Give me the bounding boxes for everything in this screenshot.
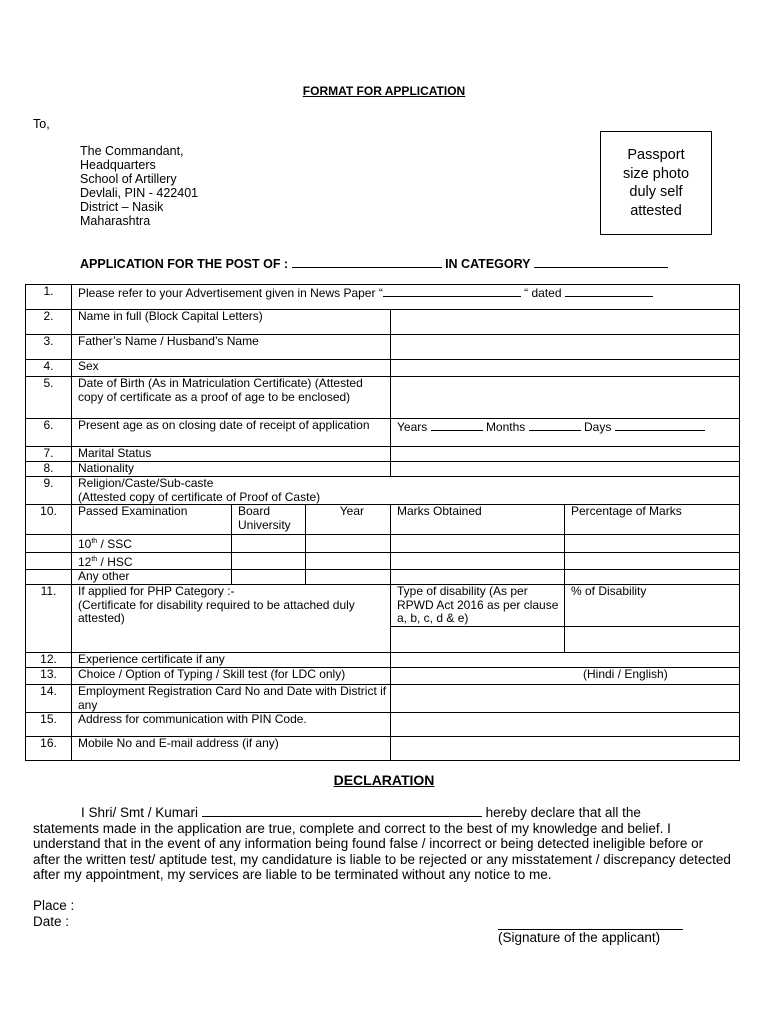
table-row bbox=[26, 477, 740, 505]
php-label: If applied for PHP Category :- bbox=[78, 584, 235, 598]
row-number: 10. bbox=[26, 505, 72, 535]
contact-input-cell[interactable] bbox=[391, 737, 740, 761]
address-line: School of Artillery bbox=[80, 172, 177, 186]
row-number: 12. bbox=[26, 653, 72, 668]
row-label bbox=[78, 477, 384, 504]
table-row bbox=[26, 737, 740, 761]
disability-type-header: Type of disability (As per RPWD Act 2016 as per clause a, b, c, d & e) bbox=[391, 585, 565, 627]
row-number: 11. bbox=[26, 585, 72, 653]
disability-percent-cell[interactable] bbox=[565, 627, 740, 653]
declaration-prefix: I Shri/ Smt / Kumari bbox=[81, 805, 199, 820]
table-row bbox=[26, 552, 740, 570]
address-line: District – Nasik bbox=[80, 200, 164, 214]
photo-box-line: attested bbox=[630, 202, 682, 219]
exam-name: / HSC bbox=[97, 554, 133, 569]
age-input-cell bbox=[391, 419, 740, 447]
exam-label: Any other bbox=[72, 570, 232, 585]
table-row bbox=[26, 685, 740, 713]
row-number: 9. bbox=[26, 477, 72, 505]
page-title: FORMAT FOR APPLICATION bbox=[302, 84, 466, 98]
table-row bbox=[26, 360, 740, 377]
row-label: Father’s Name / Husband’s Name bbox=[72, 335, 391, 360]
row-number: 13. bbox=[26, 668, 72, 685]
board-cell[interactable] bbox=[232, 570, 306, 585]
board-header: Board University bbox=[232, 505, 306, 535]
exam-name: / SSC bbox=[97, 537, 132, 551]
days-blank[interactable] bbox=[615, 419, 705, 431]
caste-label: Religion/Caste/Sub-caste bbox=[78, 476, 214, 490]
table-row bbox=[26, 419, 740, 447]
row-label: Date of Birth (As in Matriculation Certificate) (Attested copy of certificate as a proof of age to be enclosed) bbox=[72, 377, 391, 419]
post-label: APPLICATION FOR THE POST OF : bbox=[80, 257, 289, 271]
row-label: Mobile No and E-mail address (if any) bbox=[72, 737, 391, 761]
row-label bbox=[72, 585, 391, 653]
post-line bbox=[80, 256, 668, 271]
marks-header: Marks Obtained bbox=[391, 505, 565, 535]
row-number: 16. bbox=[26, 737, 72, 761]
exam-number: 10 bbox=[78, 537, 92, 551]
salutation: To, bbox=[33, 117, 50, 131]
address-line: Devlali, PIN - 422401 bbox=[80, 186, 199, 200]
application-table bbox=[25, 284, 740, 761]
row-number: 1. bbox=[26, 285, 72, 310]
disability-type-cell[interactable] bbox=[391, 627, 565, 653]
row-number: 6. bbox=[26, 419, 72, 447]
address-line: Maharashtra bbox=[80, 214, 151, 228]
declaration-first-line bbox=[33, 804, 733, 821]
dated-blank[interactable] bbox=[565, 285, 653, 297]
exam-suffix: th bbox=[91, 538, 98, 545]
marks-cell[interactable] bbox=[391, 570, 565, 585]
caste-sub-label: (Attested copy of certificate of Proof of Caste) bbox=[78, 489, 321, 504]
months-blank[interactable] bbox=[529, 419, 581, 431]
table-row bbox=[26, 653, 740, 668]
table-row bbox=[26, 505, 740, 535]
percent-cell[interactable] bbox=[565, 552, 740, 570]
name-input-cell[interactable] bbox=[391, 310, 740, 335]
marital-input-cell[interactable] bbox=[391, 447, 740, 462]
dob-input-cell[interactable] bbox=[391, 377, 740, 419]
row-label: Nationality bbox=[72, 462, 391, 477]
place-label: Place : bbox=[33, 898, 75, 913]
row-label: Choice / Option of Typing / Skill test (for LDC only) bbox=[72, 668, 391, 685]
row-label: Sex bbox=[72, 360, 391, 377]
category-label: IN CATEGORY bbox=[445, 257, 531, 271]
post-blank[interactable] bbox=[292, 256, 442, 268]
marks-cell[interactable] bbox=[391, 535, 565, 553]
applicant-name-blank[interactable] bbox=[202, 804, 482, 817]
table-row bbox=[26, 447, 740, 462]
row-number: 7. bbox=[26, 447, 72, 462]
address-line: The Commandant, bbox=[80, 144, 184, 158]
row-number: 8. bbox=[26, 462, 72, 477]
year-cell[interactable] bbox=[306, 552, 391, 570]
exam-number: 12 bbox=[78, 554, 92, 569]
php-sub-label: (Certificate for disability required to be attached duly attested) bbox=[78, 597, 355, 625]
row-number: 15. bbox=[26, 713, 72, 737]
photo-box-line: Passport bbox=[627, 147, 685, 163]
date-label: Date : bbox=[33, 914, 70, 929]
row-number: 2. bbox=[26, 310, 72, 335]
place-date-block bbox=[33, 898, 74, 930]
employment-input-cell[interactable] bbox=[391, 685, 740, 713]
language-choice-cell[interactable]: (Hindi / English) bbox=[391, 668, 740, 685]
row-label: Employment Registration Card No and Date with District if any bbox=[72, 685, 391, 713]
declaration-title: DECLARATION bbox=[333, 772, 435, 788]
table-row bbox=[26, 285, 740, 310]
disability-percent-header: % of Disability bbox=[565, 585, 740, 627]
year-header: Year bbox=[306, 505, 391, 535]
blank-cell bbox=[26, 535, 72, 553]
passport-photo-box[interactable] bbox=[600, 131, 712, 235]
address-input-cell[interactable] bbox=[391, 713, 740, 737]
declaration-suffix: hereby declare that all the bbox=[485, 805, 641, 820]
blank-cell bbox=[26, 552, 72, 570]
advertisement-cell bbox=[72, 285, 740, 310]
row-label: Marital Status bbox=[72, 447, 391, 462]
table-row bbox=[26, 335, 740, 360]
table-row bbox=[26, 668, 740, 685]
row-label: Experience certificate if any bbox=[72, 653, 391, 668]
percent-cell[interactable] bbox=[565, 570, 740, 585]
marks-cell[interactable] bbox=[391, 552, 565, 570]
exam-suffix: th bbox=[91, 555, 98, 563]
sex-input-cell[interactable] bbox=[391, 360, 740, 377]
row-label: Present age as on closing date of receipt of application bbox=[72, 419, 391, 447]
row-number: 14. bbox=[26, 685, 72, 713]
declaration-text bbox=[33, 804, 733, 883]
exam-label bbox=[72, 535, 232, 553]
row-number: 4. bbox=[26, 360, 72, 377]
row-label: Address for communication with PIN Code. bbox=[72, 713, 391, 737]
declaration-body: statements made in the application are true, complete and correct to the best of my knowledge and belief. I understand that in the event of any information being found false / incorrect or being detected ineligible before or after the written test/ aptitude test, my candidature is liable to be rejected or any misstatement / discrepancy detected after my appointment, my services are liable to be terminated without any notice to me. bbox=[33, 820, 731, 882]
row-number: 5. bbox=[26, 377, 72, 419]
newspaper-blank[interactable] bbox=[383, 285, 521, 297]
signature-label: (Signature of the applicant) bbox=[498, 930, 661, 945]
father-name-input-cell[interactable] bbox=[391, 335, 740, 360]
years-label: Years bbox=[397, 420, 428, 434]
advertisement-label: Please refer to your Advertisement given in News Paper “ bbox=[78, 286, 383, 300]
experience-input-cell[interactable] bbox=[391, 653, 740, 668]
board-cell[interactable] bbox=[232, 535, 306, 553]
year-cell[interactable] bbox=[306, 535, 391, 553]
category-blank[interactable] bbox=[534, 256, 668, 268]
years-blank[interactable] bbox=[431, 419, 483, 431]
days-label: Days bbox=[583, 420, 612, 434]
row-number: 3. bbox=[26, 335, 72, 360]
exam-label bbox=[72, 552, 232, 570]
address-line: Headquarters bbox=[80, 158, 156, 172]
year-cell[interactable] bbox=[306, 570, 391, 585]
nationality-input-cell[interactable] bbox=[391, 462, 740, 477]
percent-cell[interactable] bbox=[565, 535, 740, 553]
percentage-header: Percentage of Marks bbox=[565, 505, 740, 535]
table-row bbox=[26, 585, 740, 627]
months-label: Months bbox=[485, 420, 526, 434]
table-row bbox=[26, 535, 740, 553]
board-cell[interactable] bbox=[232, 552, 306, 570]
recipient-address bbox=[80, 144, 198, 228]
blank-cell bbox=[26, 570, 72, 585]
dated-label: “ dated bbox=[524, 286, 562, 300]
photo-box-line: duly self bbox=[629, 184, 683, 200]
row-label: Name in full (Block Capital Letters) bbox=[72, 310, 391, 335]
table-row bbox=[26, 377, 740, 419]
table-row bbox=[26, 570, 740, 585]
table-row bbox=[26, 310, 740, 335]
photo-box-line: size photo bbox=[622, 165, 690, 182]
passed-exam-header: Passed Examination bbox=[72, 505, 232, 535]
table-row bbox=[26, 713, 740, 737]
caste-cell bbox=[72, 477, 740, 505]
table-row bbox=[26, 462, 740, 477]
